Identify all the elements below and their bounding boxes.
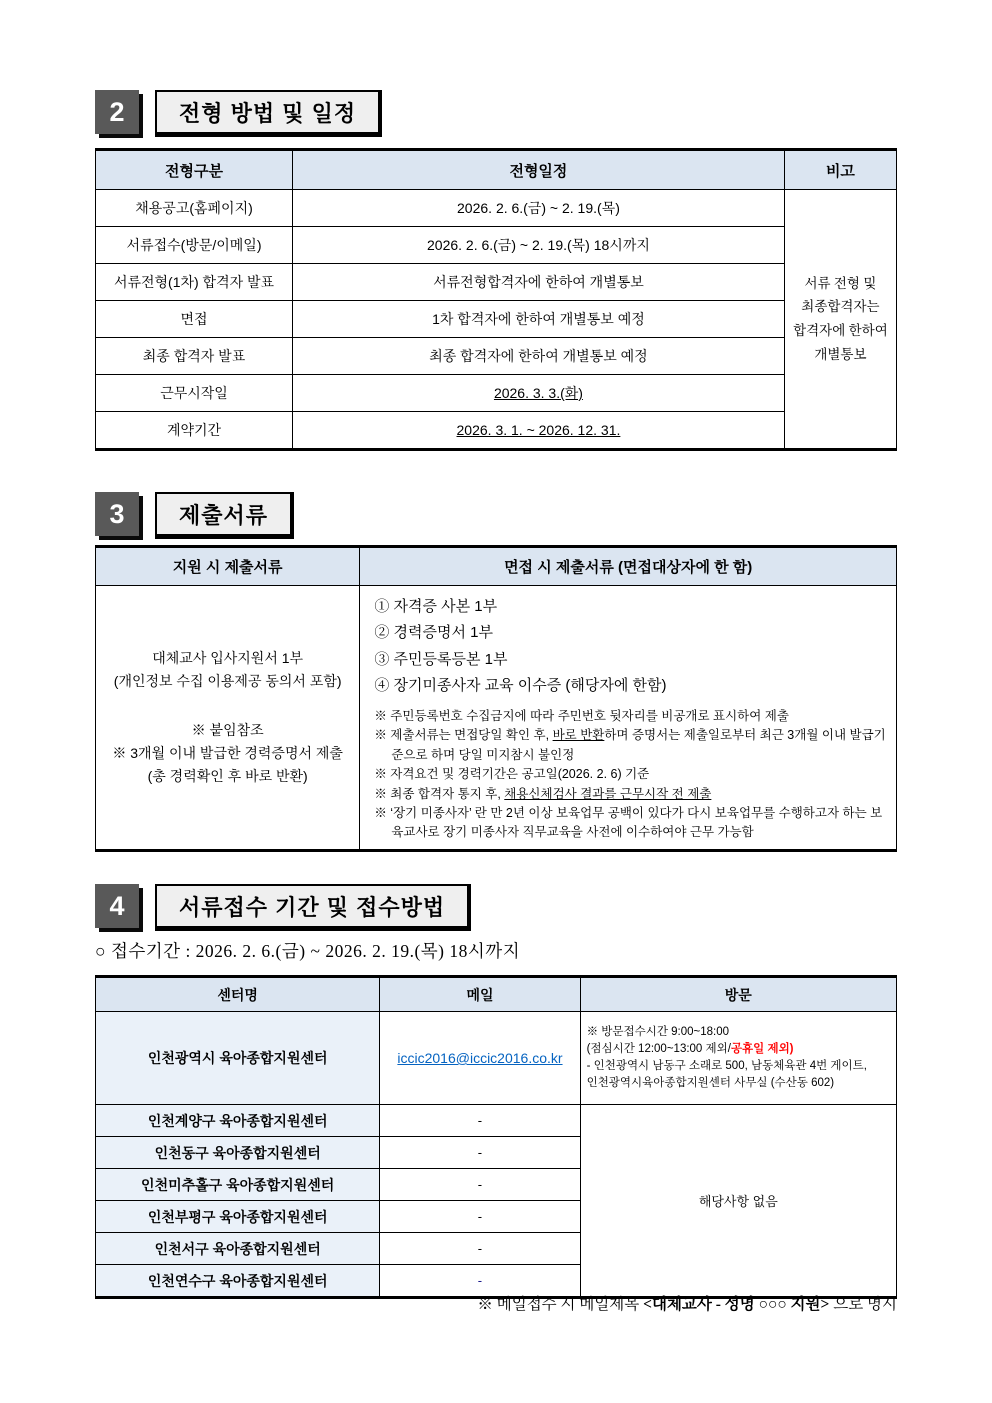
email-dash: - [380, 1105, 580, 1137]
apply-doc-line: (개인정보 수집 이용제공 동의서 포함) [113, 672, 342, 689]
email-dash: - [380, 1233, 580, 1265]
center-name: 인천미추홀구 육아종합지원센터 [96, 1169, 380, 1201]
note-underlined-text: 바로 반환 [552, 728, 605, 743]
footer-note-text: ※ 메일접수 시 메일제목 [477, 1296, 644, 1313]
visit-lunch-line [587, 1041, 890, 1058]
section4-title: 서류접수 기간 및 접수방법 [155, 884, 471, 931]
row-label: 근무시작일 [96, 375, 293, 412]
section4-number-badge: 4 [95, 884, 139, 928]
interview-doc-note: ※ 주민등록번호 수집금지에 따라 주민번호 뒷자리를 비공개로 표시하여 제출 [374, 709, 789, 723]
apply-doc-line: 대체교사 입사지원서 1부 [152, 649, 304, 666]
col-header-category: 전형구분 [96, 150, 293, 190]
note-text: ※ 최종 합격자 통지 후, [374, 786, 505, 801]
row-label: 서류접수(방문/이메일) [96, 227, 293, 264]
email-link[interactable]: iccic2016@iccic2016.co.kr [397, 1050, 563, 1066]
center-name: 인천부평구 육아종합지원센터 [96, 1201, 380, 1233]
visit-address-line: - 인천광역시 남동구 소래로 500, 남동체육관 4번 게이트, [586, 1060, 867, 1072]
row-value [293, 375, 785, 412]
schedule-table-header-row [96, 150, 897, 190]
interview-doc-item: ④ 장기미종사자 교육 이수증 (해당자에 한함) [374, 676, 667, 694]
row-label: 서류전형(1차) 합격자 발표 [96, 264, 293, 301]
row-value: 1차 합격자에 한하여 개별통보 예정 [293, 301, 785, 338]
email-dash: - [380, 1137, 580, 1169]
remark-line: 개별통보 [814, 346, 867, 362]
row-label: 채용공고(홈페이지) [96, 190, 293, 227]
section3-number-badge: 3 [95, 492, 139, 536]
section2-number-badge: 2 [95, 90, 139, 134]
section2-header [95, 90, 897, 137]
documents-table-body-row [96, 586, 897, 851]
center-name: 인천동구 육아종합지원센터 [96, 1137, 380, 1169]
interview-doc-note: ※ ‘장기 미종사자’ 란 만 2년 이상 보육업무 공백이 있다가 다시 보육업무를 수행하고자 하는 보육교사로 장기 미종사자 직무교육을 사전에 이수하여야 근무 가능함 [374, 805, 883, 840]
section3-header [95, 492, 897, 539]
footer-note-email-subject: <대체교사 - 성명 ○○○ 지원> [643, 1296, 830, 1313]
interview-doc-note [374, 785, 886, 804]
center-email-cell [380, 1012, 580, 1105]
apply-doc-note: (총 경력확인 후 바로 반환) [147, 767, 308, 784]
contract-period: 2026. 3. 1. ~ 2026. 12. 31. [456, 422, 621, 438]
interview-doc-item: ③ 주민등록등본 1부 [374, 650, 508, 668]
table-row [96, 264, 897, 301]
row-label: 최종 합격자 발표 [96, 338, 293, 375]
row-value [293, 412, 785, 450]
documents-table [95, 545, 897, 852]
table-row [96, 227, 897, 264]
center-row [96, 1105, 897, 1137]
col-header-apply-docs: 지원 시 제출서류 [96, 547, 360, 586]
email-dash: - [380, 1265, 580, 1298]
col-header-interview-docs: 면접 시 제출서류 (면접대상자에 한 함) [360, 547, 897, 586]
row-label: 계약기간 [96, 412, 293, 450]
centers-table-header-row [96, 977, 897, 1012]
remark-line: 서류 전형 및 [804, 275, 877, 291]
visit-hours: ※ 방문접수시간 9:00~18:00 [586, 1025, 730, 1038]
row-label: 면접 [96, 301, 293, 338]
apply-doc-note: ※ 붙임참조 [191, 721, 264, 738]
remark-line: 최종합격자는 [801, 299, 880, 315]
note-text: ※ 제출서류는 면접당일 확인 후, [374, 728, 553, 743]
email-dash: - [380, 1169, 580, 1201]
table-row [96, 301, 897, 338]
apply-docs-cell [96, 586, 360, 851]
remark-cell [784, 190, 896, 450]
visit-info-cell [580, 1012, 896, 1105]
schedule-table [95, 148, 897, 451]
row-value: 2026. 2. 6.(금) ~ 2. 19.(목) 18시까지 [293, 227, 785, 264]
visit-lunch-text: (점심시간 12:00~13:00 제외/ [586, 1042, 731, 1055]
col-header-schedule: 전형일정 [293, 150, 785, 190]
work-start-date: 2026. 3. 3.(화) [493, 385, 583, 401]
remark-line: 합격자에 한하여 [793, 323, 888, 338]
table-row [96, 338, 897, 375]
email-dash: - [380, 1201, 580, 1233]
interview-doc-item: ② 경력증명서 1부 [374, 624, 493, 642]
row-value: 서류전형합격자에 한하여 개별통보 [293, 264, 785, 301]
interview-doc-note: ※ 자격요건 및 경력기간은 공고일(2026. 2. 6) 기준 [374, 767, 650, 782]
table-row [96, 375, 897, 412]
center-row-main [96, 1012, 897, 1105]
footer-note [95, 1292, 897, 1314]
table-row [96, 412, 897, 450]
interview-doc-item: ① 자격증 사본 1부 [374, 598, 498, 615]
spacer [102, 693, 353, 719]
visit-holiday-excluded: 공휴일 제외) [730, 1042, 794, 1055]
reception-centers-table [95, 975, 897, 1299]
center-name: 인천연수구 육아종합지원센터 [96, 1265, 380, 1298]
interview-docs-cell [360, 586, 897, 851]
col-header-visit: 방문 [580, 977, 896, 1012]
center-name: 인천계양구 육아종합지원센터 [96, 1105, 380, 1137]
footer-note-text: 으로 명시 [829, 1296, 897, 1313]
interview-doc-note [374, 726, 886, 765]
apply-doc-note: ※ 3개월 이내 발급한 경력증명서 제출 [112, 744, 343, 761]
reception-period-line: ○ 접수기간 : 2026. 2. 6.(금) ~ 2026. 2. 19.(목) 18시까지 [95, 941, 521, 961]
section3-title: 제출서류 [155, 492, 294, 539]
col-header-center: 센터명 [96, 977, 380, 1012]
documents-table-header-row [96, 547, 897, 586]
col-header-remark: 비고 [784, 150, 896, 190]
section4-header [95, 884, 897, 931]
visit-not-applicable: 해당사항 없음 [580, 1105, 896, 1298]
note-text: 하며 증명서는 제출일로부터 최근 3개월 이내 발급기준으로 하며 당일 미지참시 불인정 [391, 728, 886, 762]
center-name: 인천서구 육아종합지원센터 [96, 1233, 380, 1265]
row-value: 최종 합격자에 한하여 개별통보 예정 [293, 338, 785, 375]
note-underlined-text: 채용신체검사 결과를 근무시작 전 제출 [504, 786, 712, 801]
table-row [96, 190, 897, 227]
col-header-email: 메일 [380, 977, 580, 1012]
center-name: 인천광역시 육아종합지원센터 [96, 1012, 380, 1105]
visit-address-line: 인천광역시육아종합지원센터 사무실 (수산동 602) [586, 1077, 835, 1090]
row-value: 2026. 2. 6.(금) ~ 2. 19.(목) [293, 190, 785, 227]
section2-title: 전형 방법 및 일정 [155, 90, 382, 137]
